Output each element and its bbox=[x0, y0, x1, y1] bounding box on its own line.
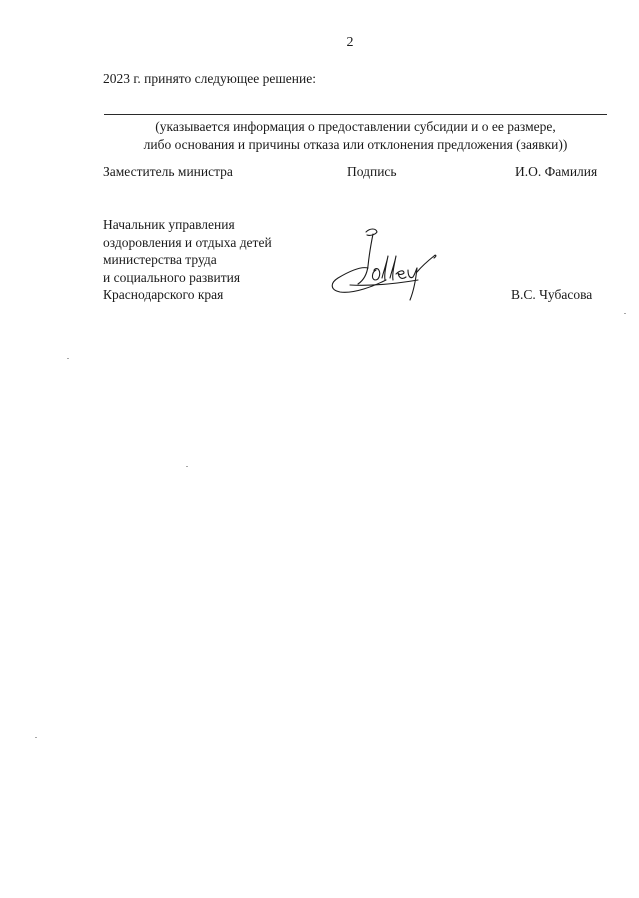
signature-label: Подпись bbox=[347, 164, 397, 179]
signatory-title bbox=[103, 216, 272, 304]
signatory-title-line: Краснодарского края bbox=[103, 287, 224, 303]
scan-speck bbox=[186, 466, 188, 467]
scan-speck bbox=[35, 737, 37, 738]
signatory-name: В.С. Чубасова bbox=[511, 287, 593, 302]
page-number: 2 bbox=[346, 35, 354, 50]
instruction-note-line-2: либо основания и причины отказа или отклонения предложения (заявки)) bbox=[143, 137, 568, 152]
signatory-title-line: министерства труда bbox=[103, 252, 217, 268]
decision-blank-line bbox=[104, 114, 607, 115]
instruction-note-line-1: (указывается информация о предоставлении субсидии и о ее размере, bbox=[155, 119, 556, 134]
deputy-minister-label: Заместитель министра bbox=[103, 164, 233, 179]
decision-text: 2023 г. принято следующее решение: bbox=[103, 71, 316, 86]
signatory-title-line: оздоровления и отдыха детей bbox=[103, 234, 272, 250]
name-placeholder-label: И.О. Фамилия bbox=[515, 164, 598, 179]
signatory-title-line: Начальник управления bbox=[103, 217, 235, 232]
scan-speck bbox=[624, 313, 626, 314]
signatory-title-line: и социального развития bbox=[103, 269, 241, 285]
scan-speck bbox=[67, 358, 69, 359]
handwritten-signature bbox=[322, 222, 444, 308]
